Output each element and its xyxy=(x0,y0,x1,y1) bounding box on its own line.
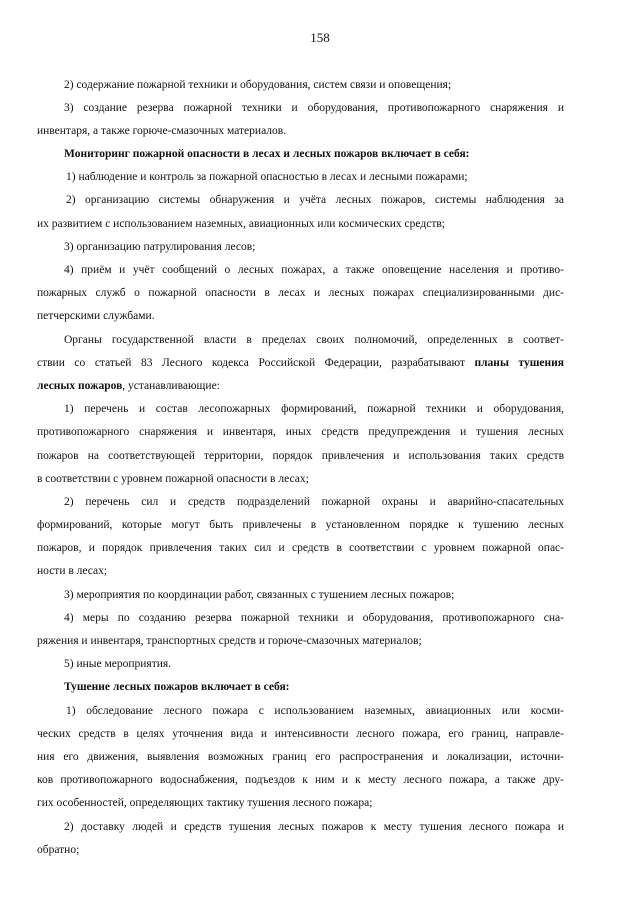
text-line: 2) перечень сил и средств подразделений пожарной охраны и аварийно-спасательных xyxy=(64,495,564,508)
text-line xyxy=(37,352,564,375)
text-line: ков противопожарного водоснабжения, подъездов к ним и к месту лесного пожара, а также дру- xyxy=(37,774,564,787)
text-line: гих особенностей, определяющих тактику тушения лесного пожара; xyxy=(37,797,373,810)
text-line: 3) мероприятия по координации работ, связанных с тушением лесных пожаров; xyxy=(64,588,455,601)
text-line: 1) перечень и состав лесопожарных формирований, пожарной техники и оборудования, xyxy=(64,403,564,416)
emphasis-forest-fires: лесных пожаров xyxy=(37,379,123,392)
emphasis-plans: планы тушения xyxy=(474,356,564,369)
text-line: пожаров, и порядок привлечения таких сил и средств в соответствии с уровнем пожарной опас- xyxy=(37,542,564,555)
section-heading-extinguishing: Тушение лесных пожаров включает в себя: xyxy=(64,681,290,694)
text-span: , устанавливающие: xyxy=(122,379,220,392)
text-line xyxy=(37,375,564,398)
text-line: 3) создание резерва пожарной техники и оборудования, противопожарного снаряжения и xyxy=(64,101,564,114)
text-line: 5) иные мероприятия. xyxy=(64,658,172,671)
text-line: 3) организацию патрулирования лесов; xyxy=(64,240,256,253)
text-line: пожарных служб о пожарной опасности в лесах и лесных пожарах специализированными дис- xyxy=(37,287,564,300)
text-line: 4) меры по созданию резерва пожарной техники и оборудования, противопожарного сна- xyxy=(64,611,564,624)
body-text xyxy=(37,74,564,862)
text-line: пожаров на соответствующей территории, порядок привлечения и использования таких средств xyxy=(37,449,564,462)
text-line: их развитием с использованием наземных, авиационных или космических средств; xyxy=(37,217,445,230)
section-heading-monitoring: Мониторинг пожарной опасности в лесах и лесных пожаров включает в себя: xyxy=(64,148,470,161)
text-line: 2) содержание пожарной техники и оборудования, систем связи и оповещения; xyxy=(64,78,452,91)
text-line: ряжения и инвентаря, транспортных средств и горюче-смазочных материалов; xyxy=(37,635,422,647)
text-line: 1) наблюдение и контроль за пожарной опасностью в лесах и лесными пожарами; xyxy=(66,171,468,184)
text-span: ствии со статьей 83 Лесного кодекса Российской Федерации, разрабатывают xyxy=(37,356,475,369)
text-line: инвентаря, а также горюче-смазочных материалов. xyxy=(37,124,287,137)
text-line: в соответствии с уровнем пожарной опасности в лесах; xyxy=(37,472,309,485)
text-line: 4) приём и учёт сообщений о лесных пожарах, а также оповещение населения и противо- xyxy=(64,264,564,276)
text-line: 2) доставку людей и средств тушения лесных пожаров к месту тушения лесного пожара и xyxy=(64,820,564,833)
text-line: противопожарного снаряжения и инвентаря, иных средств предупреждения и тушения лесных xyxy=(37,426,564,439)
text-line: 1) обследование лесного пожара с использованием наземных, авиационных или косми- xyxy=(66,704,564,717)
text-line: формирований, которые могут быть привлечены в установленном порядке к тушению лесных xyxy=(37,519,564,532)
text-line: обратно; xyxy=(37,843,80,856)
text-line: ности в лесах; xyxy=(37,565,108,578)
text-line: Органы государственной власти в пределах своих полномочий, определенных в соответ- xyxy=(64,333,564,346)
text-line: петчерскими службами. xyxy=(37,310,155,323)
text-line: 2) организацию системы обнаружения и учёта лесных пожаров, системы наблюдения за xyxy=(66,194,564,207)
page-number: 158 xyxy=(310,30,330,45)
text-line: ческих средств в целях уточнения вида и интенсивности лесного пожара, его границ, направле- xyxy=(37,727,564,740)
text-line: ния его движения, выявления возможных границ его распространения и локализации, источни- xyxy=(37,750,564,763)
